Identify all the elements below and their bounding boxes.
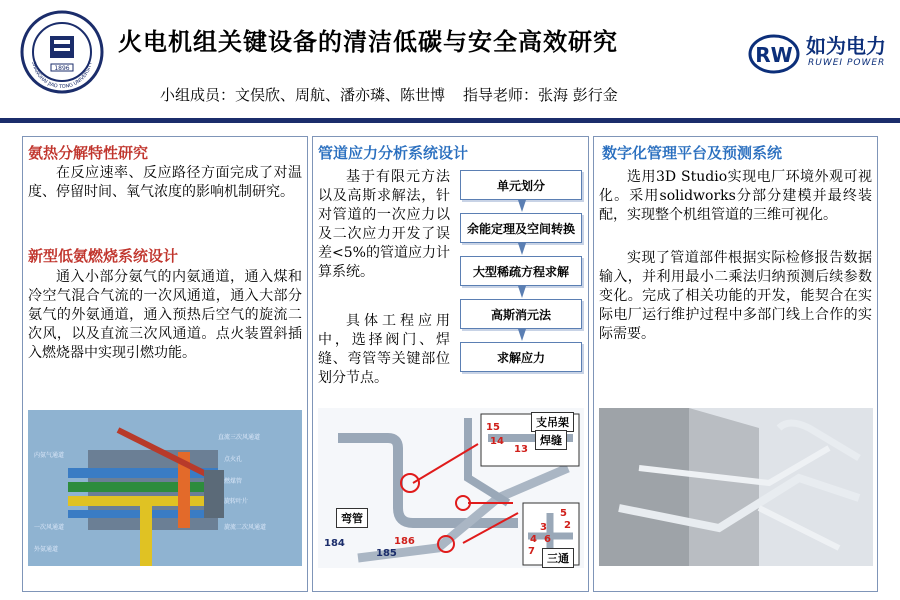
diagram-label: 外氨通道	[34, 546, 59, 553]
section-text-ammonia-decomposition: 在反应速率、反应路径方面完成了对温度、停留时间、氧气浓度的影响机制研究。	[28, 165, 302, 200]
university-logo	[20, 10, 104, 94]
node-number: 4	[530, 534, 537, 545]
diagram-label: 燃煤管	[224, 478, 243, 485]
section-text-digital-platform-2: 实现了管道部件根据实际检修报告数据输入，并利用最小二乘法归纳预测后续参数变化。完成了相关功能的开发，能契合在实际电厂运行维护过程中多部门线上合作的实际需要。	[599, 250, 872, 342]
section-text-burner-design: 通入小部分氨气的内氨通道，通入煤和冷空气混合气流的一次风通道，通入大部分氨气的外氨通道，通入预热后空气的旋流二次风，以及直流三次风通道。点火装置斜插入燃烧器中实现引燃功能。	[28, 269, 302, 361]
members-line	[160, 84, 618, 105]
flow-step-5: 求解应力	[460, 342, 582, 372]
node-number: 6	[544, 534, 551, 545]
section-text-pipe-stress-1: 基于有限元方法以及高斯求解法，针对管道的一次应力以及二次应力开发了误差<5%的管道应力计算系统。	[318, 169, 450, 280]
node-number: 3	[540, 522, 547, 533]
flow-step-1: 单元划分	[460, 170, 582, 200]
brand-logo	[748, 30, 898, 86]
flow-step-2: 余能定理及空间转换	[460, 213, 582, 243]
brand-name: 如为电力	[806, 34, 886, 58]
members-text: 小组成员：文俣欣、周航、潘亦璘、陈世博	[160, 86, 446, 104]
node-number: 184	[324, 538, 345, 549]
section-title-digital-platform: 数字化管理平台及预测系统	[602, 144, 783, 162]
label-support: 支吊架	[531, 412, 574, 432]
brand-subtitle: RUWEI POWER	[808, 58, 886, 68]
node-number: 15	[486, 422, 500, 433]
flow-arrow-icon	[518, 329, 526, 341]
node-number: 13	[514, 444, 528, 455]
plant-3d-model	[599, 408, 873, 566]
section-title-pipe-stress: 管道应力分析系统设计	[318, 144, 469, 162]
diagram-label: 旋流二次风通道	[224, 524, 267, 531]
advisors-text: 指导老师：张海 彭行金	[463, 86, 618, 104]
label-tee: 三通	[542, 548, 574, 568]
section-text-pipe-stress-2: 具体工程应用中，选择阀门、焊缝、弯管等关键部位划分节点。	[318, 313, 450, 386]
node-number: 185	[376, 548, 397, 559]
node-number: 7	[528, 546, 535, 557]
node-number: 14	[490, 436, 504, 447]
pipe-node-model	[318, 408, 584, 568]
page-title: 火电机组关键设备的清洁低碳与安全高效研究	[118, 28, 618, 56]
section-title-ammonia-decomposition: 氨热分解特性研究	[28, 144, 149, 162]
diagram-label: 旋转叶片	[224, 498, 249, 505]
brand-mark-icon	[748, 30, 804, 78]
label-elbow: 弯管	[336, 508, 368, 528]
section-title-burner-design: 新型低氨燃烧系统设计	[28, 247, 179, 265]
flow-arrow-icon	[518, 286, 526, 298]
diagram-label: 一次风通道	[34, 524, 65, 531]
flow-step-3: 大型稀疏方程求解	[460, 256, 582, 286]
label-weld: 焊缝	[535, 430, 567, 450]
flow-arrow-icon	[518, 243, 526, 255]
flow-step-4: 高斯消元法	[460, 299, 582, 329]
svg-text:1896: 1896	[54, 65, 70, 72]
node-number: 2	[564, 520, 571, 531]
svg-text:SHANGHAI JIAO TONG UNIVERSITY: SHANGHAI JIAO TONG UNIVERSITY	[30, 61, 94, 91]
diagram-label: 内氨气通道	[34, 452, 65, 459]
diagram-label: 点火孔	[224, 456, 243, 463]
node-number: 186	[394, 536, 415, 547]
section-text-digital-platform-1: 选用3D Studio实现电厂环境外观可视化。采用solidworks分部分建模并最终装配，实现整个机组管道的三维可视化。	[599, 169, 872, 223]
diagram-label: 直流三次风通道	[218, 434, 261, 441]
node-number: 5	[560, 508, 567, 519]
flow-arrow-icon	[518, 200, 526, 212]
svg-text:RW: RW	[755, 43, 793, 67]
header-divider	[0, 118, 900, 123]
burner-diagram	[28, 410, 302, 566]
